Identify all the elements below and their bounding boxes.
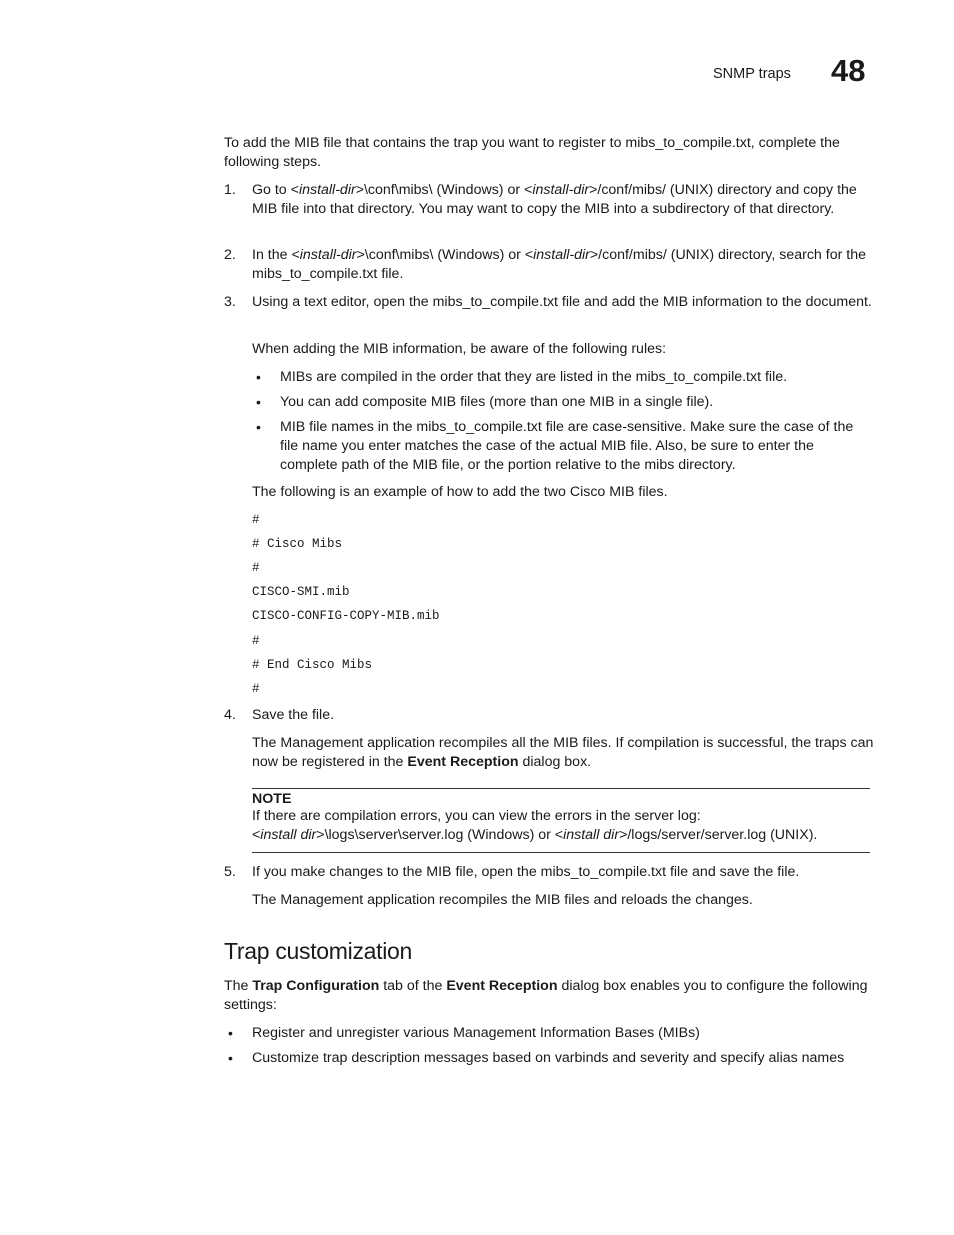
code-line: # End Cisco Mibs [252, 658, 373, 672]
step-5-paragraph: The Management application recompiles the MIB files and reloads the changes. [252, 892, 753, 908]
intro-paragraph: To add the MIB file that contains the trap you want to register to mibs_to_compile.txt, complete the following steps. [224, 135, 840, 170]
step-number: 5. [224, 864, 236, 880]
code-line: CISCO-CONFIG-COPY-MIB.mib [252, 609, 440, 623]
code-line: CISCO-SMI.mib [252, 585, 350, 599]
step-4-text: Save the file. [252, 707, 335, 723]
code-line: # [252, 561, 260, 575]
code-line: # [252, 634, 260, 648]
step-number: 4. [224, 707, 236, 723]
step-number: 1. [224, 182, 236, 198]
code-line: # Cisco Mibs [252, 537, 343, 551]
rules-intro: When adding the MIB information, be aware of the following rules: [252, 341, 667, 357]
bullet-icon: • [228, 1050, 233, 1066]
step-4-paragraph: The Management application recompiles all the MIB files. If compilation is successful, the traps can now be registered in the Event Reception dialog box. [252, 735, 874, 770]
section-heading: Trap customization [224, 938, 413, 964]
step-5-text: If you make changes to the MIB file, open the mibs_to_compile.txt file and save the file. [252, 864, 800, 880]
list-item: Register and unregister various Management Information Bases (MIBs) [252, 1025, 700, 1041]
note-top-rule [252, 788, 870, 789]
bullet-icon: • [256, 419, 261, 435]
step-number: 2. [224, 247, 236, 263]
step-2-text: In the <install-dir>\conf\mibs\ (Windows) or <install-dir>/conf/mibs/ (UNIX) directory, search for the mibs_to_compile.txt file. [252, 247, 866, 282]
rule-item: You can add composite MIB files (more than one MIB in a single file). [280, 394, 714, 410]
chapter-number: 48 [831, 53, 866, 88]
step-3-text: Using a text editor, open the mibs_to_compile.txt file and add the MIB information to the document. [252, 294, 872, 310]
bullet-icon: • [256, 369, 261, 385]
note-path: <install dir>\logs\server\server.log (Windows) or <install dir>/logs/server/server.log (UNIX). [252, 827, 818, 843]
note-label: NOTE [252, 791, 292, 807]
bullet-icon: • [256, 394, 261, 410]
note-bottom-rule [252, 852, 870, 853]
step-number: 3. [224, 294, 236, 310]
rule-item: MIB file names in the mibs_to_compile.txt file are case-sensitive. Make sure the case of the file name you enter matches the case of the actual MIB file. Also, be sure to enter the complete path of the MIB file, or the portion relative to the mibs directory. [280, 419, 854, 473]
step-1-text: Go to <install-dir>\conf\mibs\ (Windows) or <install-dir>/conf/mibs/ (UNIX) directory and copy the MIB file into that directory. You may want to copy the MIB into a subdirectory of that directory. [252, 182, 857, 217]
running-header-section: SNMP traps [713, 66, 791, 82]
section-paragraph: The Trap Configuration tab of the Event Reception dialog box enables you to configure the following settings: [224, 978, 868, 1013]
rule-item: MIBs are compiled in the order that they are listed in the mibs_to_compile.txt file. [280, 369, 788, 385]
bullet-icon: • [228, 1025, 233, 1041]
code-line: # [252, 513, 260, 527]
note-text: If there are compilation errors, you can view the errors in the server log: [252, 808, 701, 824]
example-intro: The following is an example of how to add the two Cisco MIB files. [252, 484, 668, 500]
list-item: Customize trap description messages based on varbinds and severity and specify alias names [252, 1050, 845, 1066]
code-line: # [252, 682, 260, 696]
